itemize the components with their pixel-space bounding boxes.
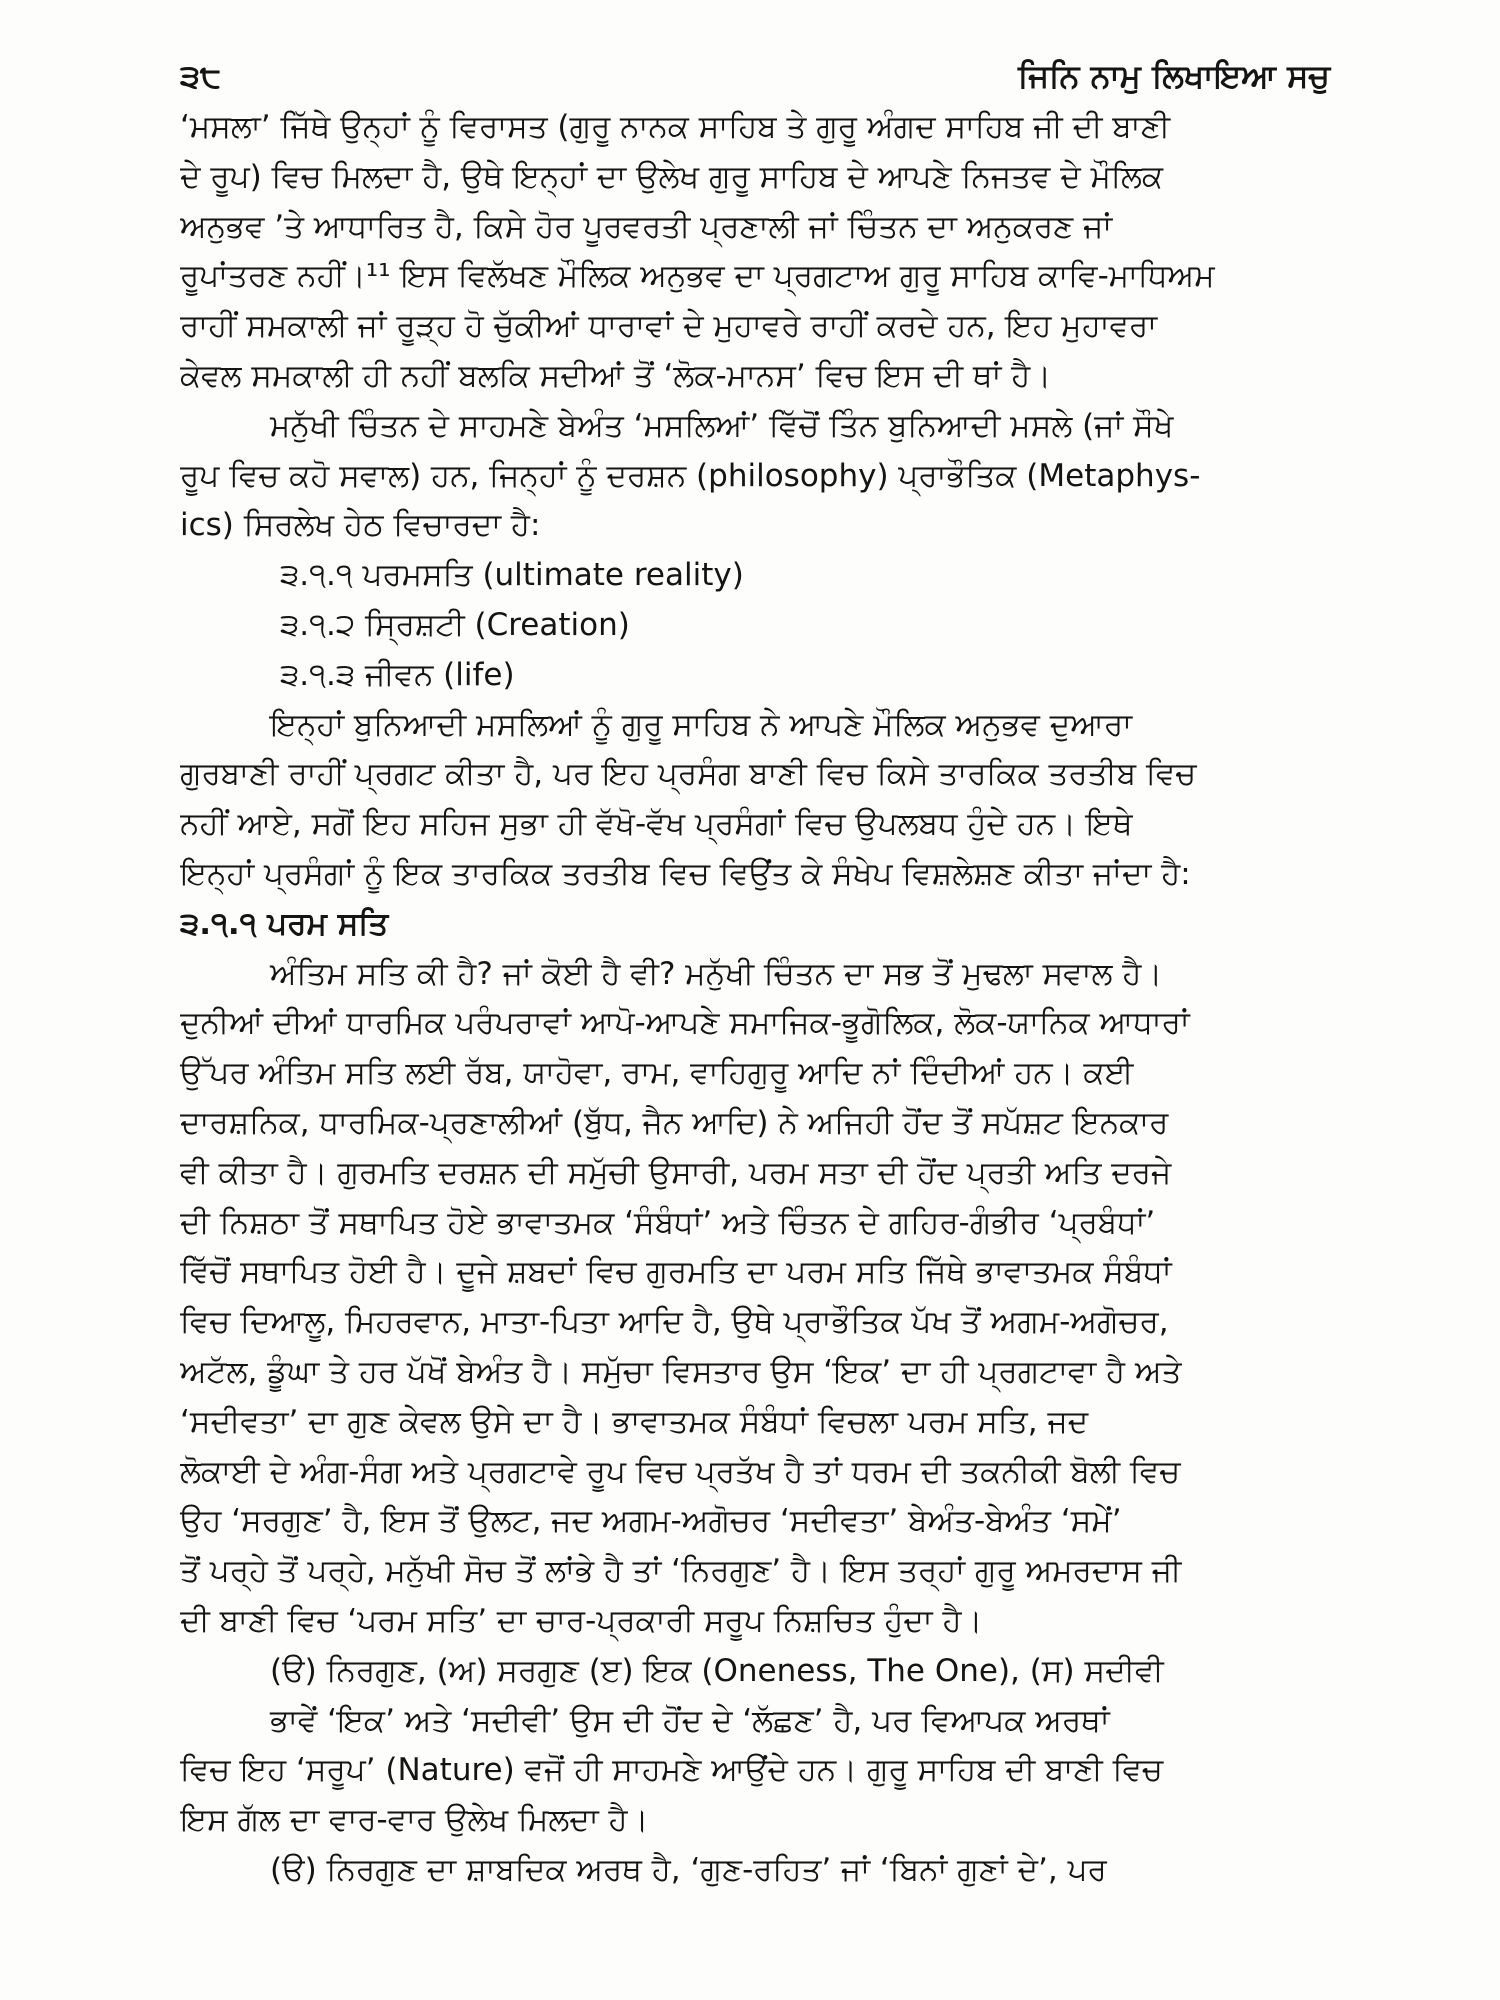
- text-line: ਇਨ੍ਹਾਂ ਪ੍ਰਸੰਗਾਂ ਨੂੰ ਇਕ ਤਾਰਕਿਕ ਤਰਤੀਬ ਵਿਚ ਵਿਉਂਤ ਕੇ ਸੰਖੇਪ ਵਿਸ਼ਲੇਸ਼ਣ ਕੀਤਾ ਜਾਂਦਾ ਹੈ:: [180, 855, 1191, 892]
- text-line: ਰੂਪ ਵਿਚ ਕਹੋ ਸਵਾਲ) ਹਨ, ਜਿਨ੍ਹਾਂ ਨੂੰ ਦਰਸ਼ਨ (philosophy) ਪ੍ਰਾਭੌਤਿਕ (Metaphys-: [180, 457, 1201, 494]
- text-line: ics) ਸਿਰਲੇਖ ਹੇਠ ਵਿਚਾਰਦਾ ਹੈ:: [180, 507, 541, 544]
- paragraph-start-line: ਅੰਤਿਮ ਸਤਿ ਕੀ ਹੈ? ਜਾਂ ਕੋਈ ਹੈ ਵੀ? ਮਨੁੱਖੀ ਚਿੰਤਨ ਦਾ ਸਭ ਤੋਂ ਮੁਢਲਾ ਸਵਾਲ ਹੈ।: [270, 955, 1163, 992]
- text-line: ਵਿੱਚੋਂ ਸਥਾਪਿਤ ਹੋਈ ਹੈ। ਦੂਜੇ ਸ਼ਬਦਾਂ ਵਿਚ ਗੁਰਮਤਿ ਦਾ ਪਰਮ ਸਤਿ ਜਿੱਥੇ ਭਾਵਾਤਮਕ ਸੰਬੰਧਾਂ: [180, 1254, 1172, 1291]
- body-text: [180, 103, 1330, 1896]
- text-line: ਵਿਚ ਇਹ ‘ਸਰੂਪ’ (Nature) ਵਜੋਂ ਹੀ ਸਾਹਮਣੇ ਆਉਂਦੇ ਹਨ। ਗੁਰੂ ਸਾਹਿਬ ਦੀ ਬਾਣੀ ਵਿਚ: [180, 1752, 1163, 1789]
- categories-line: (ੳ) ਨਿਰਗੁਣ, (ਅ) ਸਰਗੁਣ (ੲ) ਇਕ (Oneness, The One), (ਸ) ਸਦੀਵੀ: [270, 1652, 1164, 1689]
- paragraph-start-line: (ੳ) ਨਿਰਗੁਣ ਦਾ ਸ਼ਾਬਦਿਕ ਅਰਥ ਹੈ, ‘ਗੁਣ-ਰਹਿਤ’ ਜਾਂ ‘ਬਿਨਾਂ ਗੁਣਾਂ ਦੇ’, ਪਰ: [270, 1851, 1107, 1888]
- text-line: ਵਿਚ ਦਿਆਲੂ, ਮਿਹਰਵਾਨ, ਮਾਤਾ-ਪਿਤਾ ਆਦਿ ਹੈ, ਉਥੇ ਪ੍ਰਾਭੌਤਿਕ ਪੱਖ ਤੋਂ ਅਗਮ-ਅਗੋਚਰ,: [180, 1304, 1169, 1341]
- text-line: ਕੇਵਲ ਸਮਕਾਲੀ ਹੀ ਨਹੀਂ ਬਲਕਿ ਸਦੀਆਂ ਤੋਂ ‘ਲੋਕ-ਮਾਨਸ’ ਵਿਚ ਇਸ ਦੀ ਥਾਂ ਹੈ।: [180, 357, 1052, 394]
- running-title: ਜਿਨਿ ਨਾਮੁ ਲਿਖਾਇਆ ਸਚੁ: [1017, 57, 1330, 95]
- text-line: ਉੱਪਰ ਅੰਤਿਮ ਸਤਿ ਲਈ ਰੱਬ, ਯਾਹੋਵਾ, ਰਾਮ, ਵਾਹਿਗੁਰੂ ਆਦਿ ਨਾਂ ਦਿੰਦੀਆਂ ਹਨ। ਕਈ: [180, 1055, 1134, 1092]
- text-line: ਵੀ ਕੀਤਾ ਹੈ। ਗੁਰਮਤਿ ਦਰਸ਼ਨ ਦੀ ਸਮੁੱਚੀ ਉਸਾਰੀ, ਪਰਮ ਸਤਾ ਦੀ ਹੋਂਦ ਪ੍ਰਤੀ ਅਤਿ ਦਰਜੇ: [180, 1154, 1172, 1191]
- list-item-life: ੩.੧.੩ ਜੀਵਨ (life): [280, 656, 515, 693]
- text-line: ਲੋਕਾਈ ਦੇ ਅੰਗ-ਸੰਗ ਅਤੇ ਪ੍ਰਗਟਾਵੇ ਰੂਪ ਵਿਚ ਪ੍ਰਤੱਖ ਹੈ ਤਾਂ ਧਰਮ ਦੀ ਤਕਨੀਕੀ ਬੋਲੀ ਵਿਚ: [180, 1453, 1181, 1490]
- text-line: ਰੂਪਾਂਤਰਣ ਨਹੀਂ।¹¹ ਇਸ ਵਿਲੱਖਣ ਮੌਲਿਕ ਅਨੁਭਵ ਦਾ ਪ੍ਰਗਟਾਅ ਗੁਰੂ ਸਾਹਿਬ ਕਾਵਿ-ਮਾਧਿਅਮ: [180, 258, 1215, 295]
- text-line: ‘ਮਸਲਾ’ ਜਿੱਥੇ ਉਨ੍ਹਾਂ ਨੂੰ ਵਿਰਾਸਤ (ਗੁਰੂ ਨਾਨਕ ਸਾਹਿਬ ਤੇ ਗੁਰੂ ਅੰਗਦ ਸਾਹਿਬ ਜੀ ਦੀ ਬਾਣੀ: [180, 109, 1171, 145]
- text-line: ਗੁਰਬਾਣੀ ਰਾਹੀਂ ਪ੍ਰਗਟ ਕੀਤਾ ਹੈ, ਪਰ ਇਹ ਪ੍ਰਸੰਗ ਬਾਣੀ ਵਿਚ ਕਿਸੇ ਤਾਰਕਿਕ ਤਰਤੀਬ ਵਿਚ: [180, 756, 1197, 793]
- text-line: ਇਸ ਗੱਲ ਦਾ ਵਾਰ-ਵਾਰ ਉਲੇਖ ਮਿਲਦਾ ਹੈ।: [180, 1802, 649, 1839]
- paragraph-start-line: ਭਾਵੇਂ ‘ਇਕ’ ਅਤੇ ‘ਸਦੀਵੀ’ ਉਸ ਦੀ ਹੋਂਦ ਦੇ ‘ਲੱਛਣ’ ਹੈ, ਪਰ ਵਿਆਪਕ ਅਰਥਾਂ: [270, 1702, 1110, 1739]
- paragraph-start-line: ਇਨ੍ਹਾਂ ਬੁਨਿਆਦੀ ਮਸਲਿਆਂ ਨੂੰ ਗੁਰੂ ਸਾਹਿਬ ਨੇ ਆਪਣੇ ਮੌਲਿਕ ਅਨੁਭਵ ਦੁਆਰਾ: [270, 706, 1133, 743]
- text-line: ਦੁਨੀਆਂ ਦੀਆਂ ਧਾਰਮਿਕ ਪਰੰਪਰਾਵਾਂ ਆਪੋ-ਆਪਣੇ ਸਮਾਜਿਕ-ਭੂਗੋਲਿਕ, ਲੋਕ-ਯਾਨਿਕ ਆਧਾਰਾਂ: [180, 1005, 1190, 1042]
- text-line: ਉਹ ‘ਸਰਗੁਣ’ ਹੈ, ਇਸ ਤੋਂ ਉਲਟ, ਜਦ ਅਗਮ-ਅਗੋਚਰ ‘ਸਦੀਵਤਾ’ ਬੇਅੰਤ-ਬੇਅੰਤ ‘ਸਮੇਂ’: [180, 1503, 1122, 1540]
- section-heading: ੩.੧.੧ ਪਰਮ ਸਤਿ: [180, 905, 389, 942]
- text-line: ਅਟੱਲ, ਡੂੰਘਾ ਤੇ ਹਰ ਪੱਖੋਂ ਬੇਅੰਤ ਹੈ। ਸਮੁੱਚਾ ਵਿਸਤਾਰ ਉਸ ‘ਇਕ’ ਦਾ ਹੀ ਪ੍ਰਗਟਾਵਾ ਹੈ ਅਤੇ: [180, 1353, 1182, 1390]
- paragraph-start-line: ਮਨੁੱਖੀ ਚਿੰਤਨ ਦੇ ਸਾਹਮਣੇ ਬੇਅੰਤ ‘ਮਸਲਿਆਂ’ ਵਿੱਚੋਂ ਤਿੰਨ ਬੁਨਿਆਦੀ ਮਸਲੇ (ਜਾਂ ਸੌਖੇ: [270, 407, 1174, 444]
- text-line: ਦੀ ਨਿਸ਼ਠਾ ਤੋਂ ਸਥਾਪਿਤ ਹੋਏ ਭਾਵਾਤਮਕ ‘ਸੰਬੰਧਾਂ’ ਅਤੇ ਚਿੰਤਨ ਦੇ ਗਹਿਰ-ਗੰਭੀਰ ‘ਪ੍ਰਬੰਧਾਂ’: [180, 1204, 1156, 1241]
- text-line: ਦੀ ਬਾਣੀ ਵਿਚ ‘ਪਰਮ ਸਤਿ’ ਦਾ ਚਾਰ-ਪ੍ਰਕਾਰੀ ਸਰੂਪ ਨਿਸ਼ਚਿਤ ਹੁੰਦਾ ਹੈ।: [180, 1602, 983, 1639]
- list-item-ultimate-reality: ੩.੧.੧ ਪਰਮਸਤਿ (ultimate reality): [280, 557, 744, 594]
- text-line: ਤੋਂ ਪਰ੍ਹੇ ਤੋਂ ਪਰ੍ਹੇ, ਮਨੁੱਖੀ ਸੋਚ ਤੋਂ ਲਾਂਭੇ ਹੈ ਤਾਂ ‘ਨਿਰਗੁਣ’ ਹੈ। ਇਸ ਤਰ੍ਹਾਂ ਗੁਰੂ ਅਮਰਦਾਸ ਜੀ: [180, 1553, 1182, 1590]
- text-line: ਅਨੁਭਵ ’ਤੇ ਆਧਾਰਿਤ ਹੈ, ਕਿਸੇ ਹੋਰ ਪੂਰਵਰਤੀ ਪ੍ਰਣਾਲੀ ਜਾਂ ਚਿੰਤਨ ਦਾ ਅਨੁਕਰਣ ਜਾਂ: [180, 208, 1113, 245]
- text-line: ਰਾਹੀਂ ਸਮਕਾਲੀ ਜਾਂ ਰੂੜ੍ਹ ਹੋ ਚੁੱਕੀਆਂ ਧਾਰਾਵਾਂ ਦੇ ਮੁਹਾਵਰੇ ਰਾਹੀਂ ਕਰਦੇ ਹਨ, ਇਹ ਮੁਹਾਵਰਾ: [180, 308, 1158, 345]
- text-line: ਦਾਰਸ਼ਨਿਕ, ਧਾਰਮਿਕ-ਪ੍ਰਣਾਲੀਆਂ (ਬੁੱਧ, ਜੈਨ ਆਦਿ) ਨੇ ਅਜਿਹੀ ਹੋਂਦ ਤੋਂ ਸਪੱਸ਼ਟ ਇਨਕਾਰ: [180, 1104, 1169, 1141]
- page-header: [180, 52, 1330, 100]
- text-line: ਨਹੀਂ ਆਏ, ਸਗੋਂ ਇਹ ਸਹਿਜ ਸੁਭਾ ਹੀ ਵੱਖੋ-ਵੱਖ ਪ੍ਰਸੰਗਾਂ ਵਿਚ ਉਪਲਬਧ ਹੁੰਦੇ ਹਨ। ਇਥੇ: [180, 806, 1133, 843]
- list-item-creation: ੩.੧.੨ ਸ੍ਰਿਸ਼ਟੀ (Creation): [280, 606, 630, 643]
- text-line: ਦੇ ਰੂਪ) ਵਿਚ ਮਿਲਦਾ ਹੈ, ਉਥੇ ਇਨ੍ਹਾਂ ਦਾ ਉਲੇਖ ਗੁਰੂ ਸਾਹਿਬ ਦੇ ਆਪਣੇ ਨਿਜਤਵ ਦੇ ਮੌਲਿਕ: [180, 158, 1164, 195]
- page-number: ੩੮: [180, 57, 222, 95]
- text-line: ‘ਸਦੀਵਤਾ’ ਦਾ ਗੁਣ ਕੇਵਲ ਉਸੇ ਦਾ ਹੈ। ਭਾਵਾਤਮਕ ਸੰਬੰਧਾਂ ਵਿਚਲਾ ਪਰਮ ਸਤਿ, ਜਦ: [180, 1403, 1089, 1440]
